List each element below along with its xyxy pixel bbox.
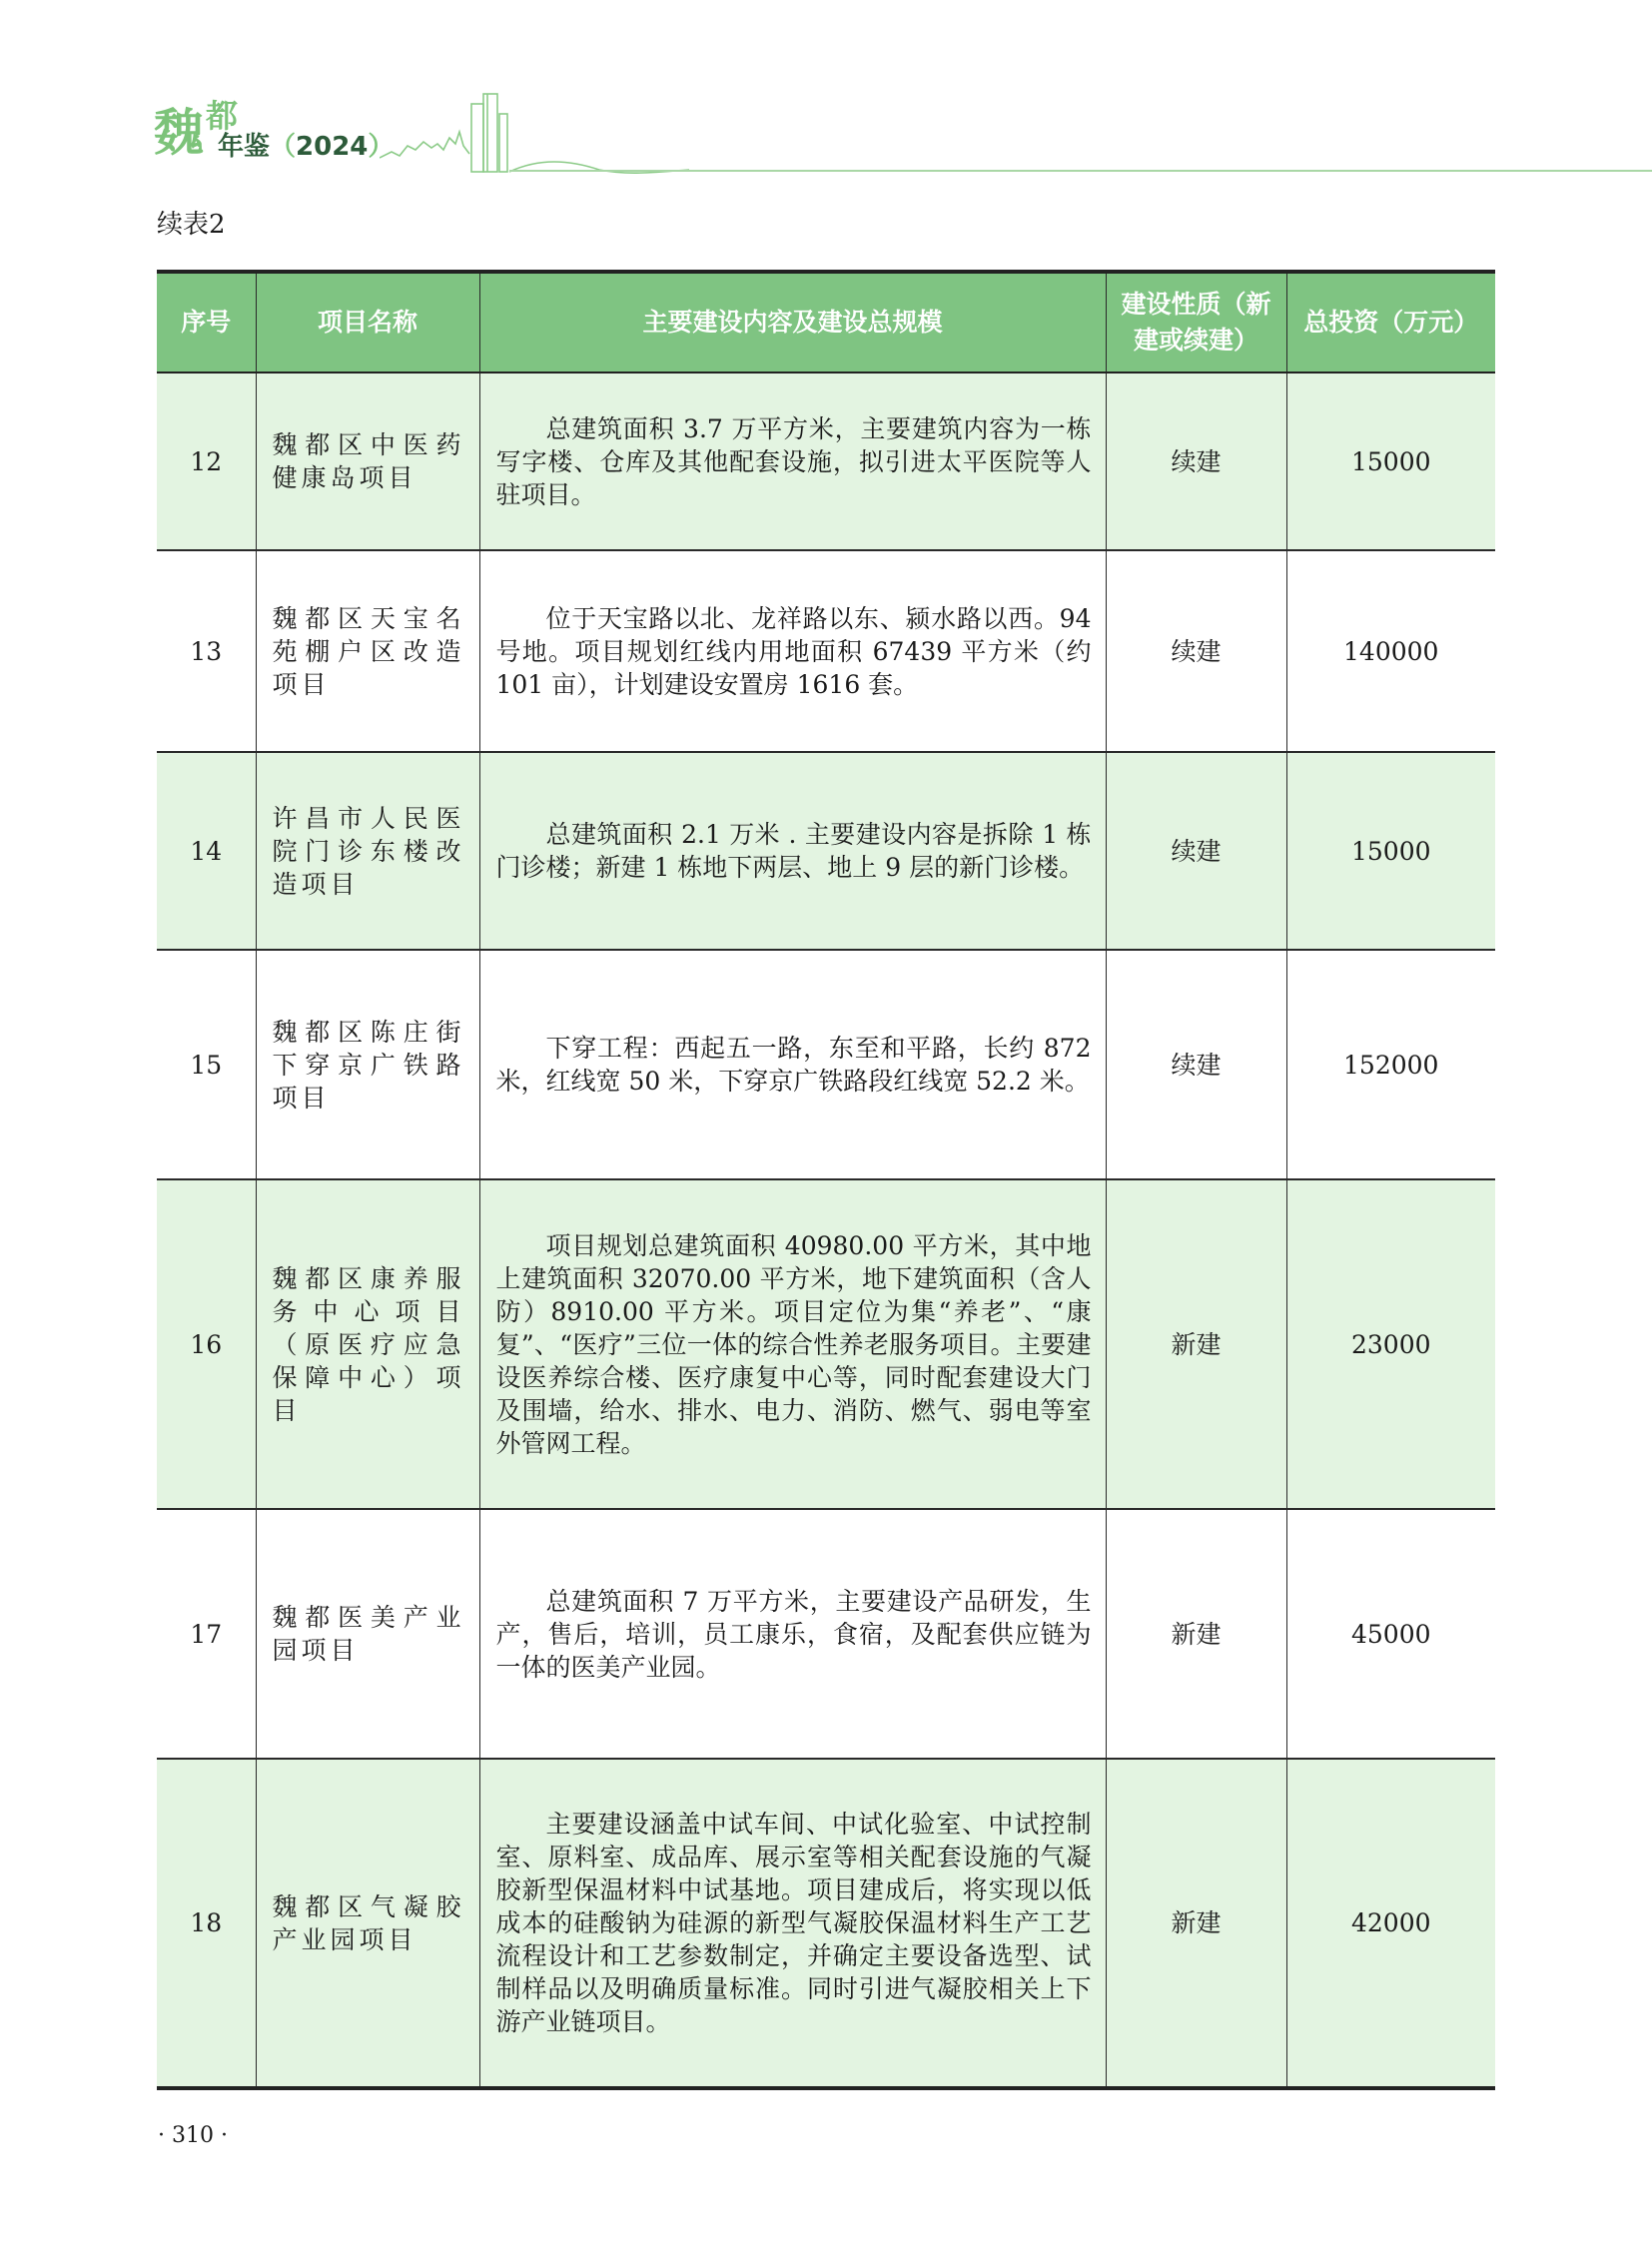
header-content: 主要建设内容及建设总规模 (479, 272, 1106, 373)
project-investment: 45000 (1286, 1509, 1495, 1759)
project-investment: 152000 (1286, 950, 1495, 1179)
yearbook-title: 年鉴（2024） (218, 132, 395, 162)
project-type: 新建 (1106, 1509, 1286, 1759)
project-type: 续建 (1106, 373, 1286, 550)
yearbook-word: 年鉴 (218, 132, 271, 162)
project-content: 总建筑面积 2.1 万米 . 主要建设内容是拆除 1 栋门诊楼；新建 1 栋地下两层、地上 9 层的新门诊楼。 (479, 752, 1106, 950)
page-number: · 310 · (158, 2123, 228, 2148)
table-row (157, 752, 1495, 950)
table-row (157, 950, 1495, 1179)
table-row (157, 373, 1495, 550)
table-caption: 续表2 (157, 210, 226, 240)
table-row (157, 1759, 1495, 2088)
header-rule (509, 170, 1652, 172)
project-content: 总建筑面积 7 万平方米，主要建设产品研发，生产，售后，培训，员工康乐，食宿，及配套供应链为一体的医美产业园。 (479, 1509, 1106, 1759)
project-content: 总建筑面积 3.7 万平方米，主要建筑内容为一栋写字楼、仓库及其他配套设施，拟引进太平医院等人驻项目。 (479, 373, 1106, 550)
project-name: 魏都区天宝名苑棚户区改造项目 (256, 550, 479, 752)
project-name: 魏都区中医药健康岛项目 (256, 373, 479, 550)
row-number: 12 (157, 373, 256, 550)
project-content: 下穿工程：西起五一路，东至和平路，长约 872 米，红线宽 50 米，下穿京广铁路段红线宽 52.2 米。 (479, 950, 1106, 1179)
row-number: 16 (157, 1179, 256, 1509)
project-content: 主要建设涵盖中试车间、中试化验室、中试控制室、原料室、成品库、展示室等相关配套设施的气凝胶新型保温材料中试基地。项目建成后，将实现以低成本的硅酸钠为硅源的新型气凝胶保温材料生产工艺流程设计和工艺参数制定，并确定主要设备选型、试制样品以及明确质量标准。同时引进气凝胶相关上下游产业链项目。 (479, 1759, 1106, 2088)
row-number: 14 (157, 752, 256, 950)
logo-character-du: 都 (206, 97, 239, 135)
project-name: 魏都区气凝胶产业园项目 (256, 1759, 479, 2088)
row-number: 18 (157, 1759, 256, 2088)
project-investment: 15000 (1286, 373, 1495, 550)
row-number: 15 (157, 950, 256, 1179)
project-type: 新建 (1106, 1179, 1286, 1509)
project-type: 续建 (1106, 752, 1286, 950)
yearbook-year: 2024 (296, 132, 369, 162)
header-type: 建设性质（新建或续建） (1106, 272, 1286, 373)
projects-table (157, 270, 1495, 2090)
project-type: 续建 (1106, 550, 1286, 752)
table-header-row (157, 272, 1495, 373)
project-investment: 140000 (1286, 550, 1495, 752)
project-name: 魏都区康养服务中心项目（原医疗应急保障中心）项目 (256, 1179, 479, 1509)
table-row (157, 1179, 1495, 1509)
project-type: 续建 (1106, 950, 1286, 1179)
header-investment: 总投资（万元） (1286, 272, 1495, 373)
project-content: 项目规划总建筑面积 40980.00 平方米，其中地上建筑面积 32070.00 平方米，地下建筑面积（含人防）8910.00 平方米。项目定位为集“养老”、“康复”、“医疗”三位一体的综合性养老服务项目。主要建设医养综合楼、医疗康复中心等，同时配套建设大门及围墙，给水、排水、电力、消防、燃气、弱电等室外管网工程。 (479, 1179, 1106, 1509)
table-row (157, 550, 1495, 752)
page-header (150, 88, 1652, 178)
project-name: 魏都区陈庄街下穿京广铁路项目 (256, 950, 479, 1179)
project-name: 许昌市人民医院门诊东楼改造项目 (256, 752, 479, 950)
project-name: 魏都医美产业园项目 (256, 1509, 479, 1759)
project-investment: 15000 (1286, 752, 1495, 950)
table-row (157, 1509, 1495, 1759)
logo-character-wei: 魏 (154, 104, 204, 162)
project-content: 位于天宝路以北、龙祥路以东、颍水路以西。94 号地。项目规划红线内用地面积 67439 平方米（约 101 亩），计划建设安置房 1616 套。 (479, 550, 1106, 752)
project-investment: 42000 (1286, 1759, 1495, 2088)
project-type: 新建 (1106, 1759, 1286, 2088)
row-number: 17 (157, 1509, 256, 1759)
header-no: 序号 (157, 272, 256, 373)
row-number: 13 (157, 550, 256, 752)
project-investment: 23000 (1286, 1179, 1495, 1509)
skyline-illustration (380, 88, 799, 178)
header-name: 项目名称 (256, 272, 479, 373)
